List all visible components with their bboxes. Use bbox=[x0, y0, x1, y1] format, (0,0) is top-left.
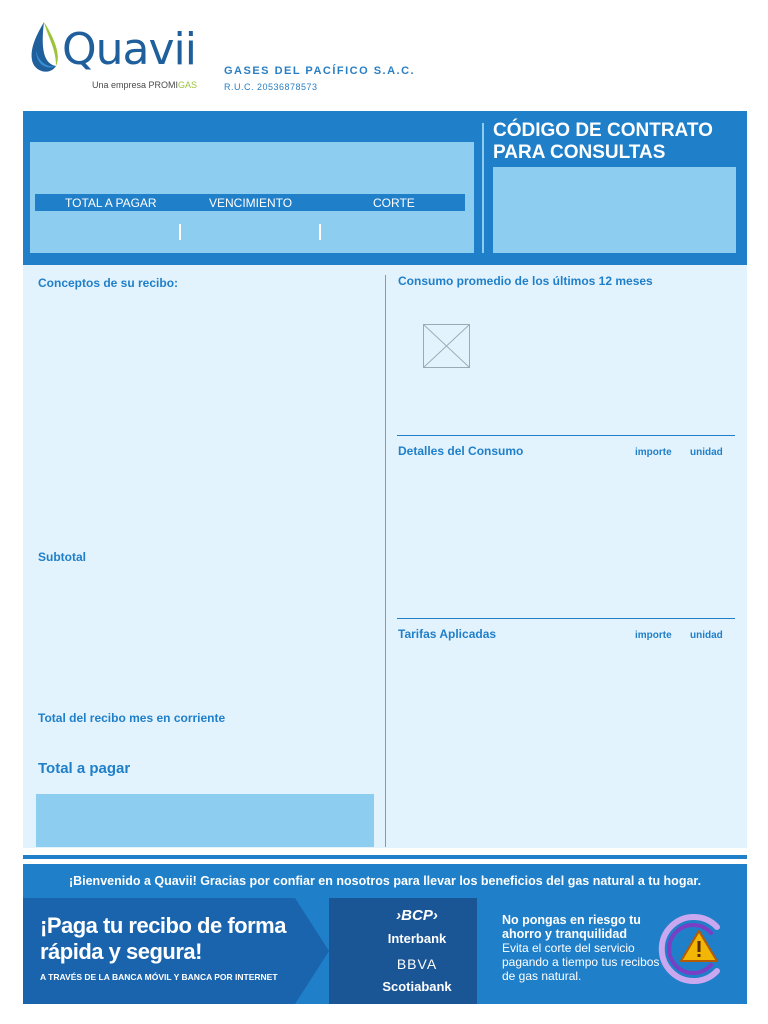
column-separator bbox=[179, 224, 181, 240]
company-name: GASES DEL PACÍFICO S.A.C. bbox=[224, 65, 416, 77]
bank-bcp-logo: ›BCP› bbox=[396, 907, 438, 924]
promo-title: ¡Paga tu recibo de forma rápida y segura! bbox=[40, 913, 286, 964]
alert-title: No pongas en riesgo tu ahorro y tranquilidad bbox=[502, 913, 641, 941]
bank-bbva-logo: BBVA bbox=[396, 956, 438, 972]
importe-header: importe bbox=[635, 630, 672, 641]
total-a-pagar-header: TOTAL A PAGAR bbox=[65, 196, 157, 210]
promo-subtitle: A TRAVÉS DE LA BANCA MÓVIL Y BANCA POR INTERNET bbox=[40, 972, 278, 982]
detalles-heading: Detalles del Consumo bbox=[398, 444, 524, 458]
logo-tagline: Una empresa PROMIGAS bbox=[92, 80, 198, 90]
logo-wordmark: Quavii bbox=[62, 24, 196, 75]
consumo-heading: Consumo promedio de los últimos 12 meses bbox=[398, 274, 653, 288]
contract-code-title: CÓDIGO DE CONTRATO PARA CONSULTAS bbox=[493, 120, 713, 163]
column-separator bbox=[319, 224, 321, 240]
panel-divider bbox=[385, 275, 386, 847]
band-divider bbox=[482, 123, 484, 253]
concepts-heading: Conceptos de su recibo: bbox=[38, 276, 179, 290]
corte-header: CORTE bbox=[373, 196, 415, 210]
tarifas-heading: Tarifas Aplicadas bbox=[398, 627, 497, 641]
contract-code-box bbox=[493, 167, 736, 253]
section-rule bbox=[397, 618, 735, 619]
bank-interbank-logo: Interbank bbox=[387, 931, 447, 946]
welcome-banner: ¡Bienvenido a Quavii! Gracias por confiar en nosotros para llevar los beneficios del gas natural a tu hogar. bbox=[23, 864, 747, 898]
chart-placeholder-icon bbox=[423, 324, 470, 368]
subtotal-label: Subtotal bbox=[38, 550, 86, 564]
alert-body: Evita el corte del servicio pagando a tiempo tus recibos de gas natural. bbox=[502, 941, 660, 983]
footer-rule bbox=[23, 855, 747, 859]
quavii-drop-logo bbox=[26, 20, 62, 78]
unidad-header: unidad bbox=[690, 630, 723, 641]
total-mes-label: Total del recibo mes en corriente bbox=[38, 711, 226, 725]
section-rule bbox=[397, 435, 735, 436]
company-ruc: R.U.C. 20536878573 bbox=[224, 82, 318, 92]
total-pagar-label: Total a pagar bbox=[38, 760, 131, 777]
vencimiento-header: VENCIMIENTO bbox=[209, 196, 293, 210]
payment-summary-header bbox=[35, 194, 465, 211]
unidad-header: unidad bbox=[690, 447, 723, 458]
bank-scotiabank-logo: Scotiabank bbox=[382, 979, 452, 994]
importe-header: importe bbox=[635, 447, 672, 458]
warning-icon bbox=[651, 909, 731, 989]
total-pagar-box bbox=[36, 794, 374, 847]
